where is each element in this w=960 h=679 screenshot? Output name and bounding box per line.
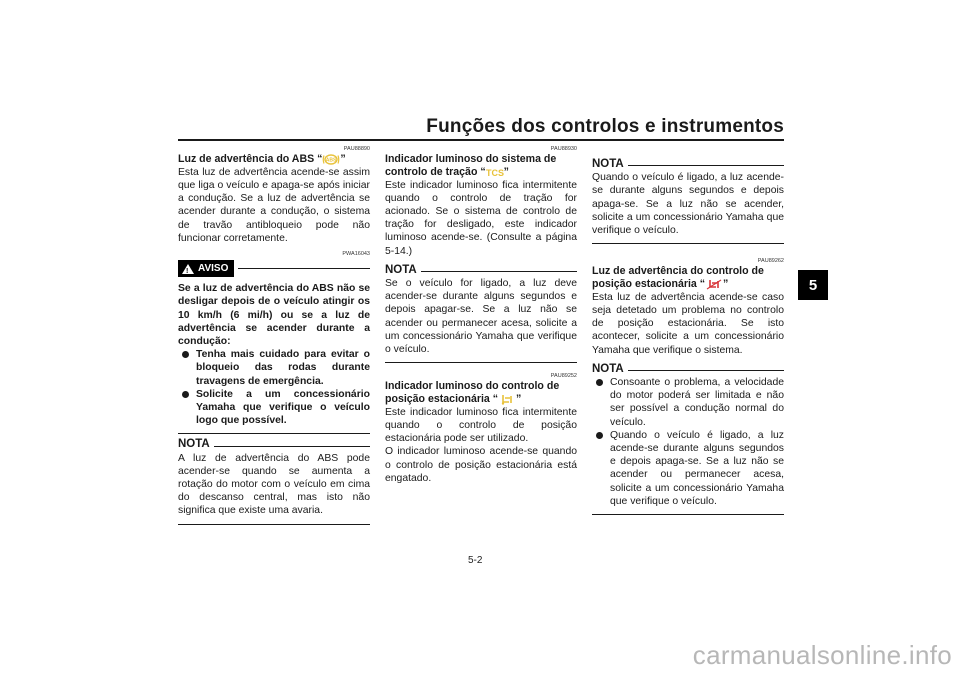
column-1 <box>178 146 370 529</box>
section-divider <box>178 433 370 434</box>
abs-warning-heading <box>178 153 370 166</box>
list-item: Tenha mais cuidado para evitar o bloqueio das rodas durante travagens de emergência. <box>178 348 370 388</box>
nota-label: NOTA <box>178 438 210 451</box>
section-code: PAU89262 <box>757 258 784 265</box>
nota-list <box>592 376 784 508</box>
tcs-heading <box>385 153 577 179</box>
heading-text-end: ” <box>503 165 509 178</box>
nota-divider <box>628 165 784 166</box>
heading-text-end: ” <box>516 393 522 406</box>
warning-badge <box>178 260 234 277</box>
stand-control-icon <box>498 394 516 405</box>
heading-text: Luz de advertência do ABS “ <box>178 153 323 165</box>
tcs-body: Este indicador luminoso fica intermitente quando o controlo de tração for acionado. Se o sistema de controlo de tração for desligado, este indicador luminoso acende-se. (Consulte a página 5-14.) <box>385 179 577 257</box>
list-item: Quando o veículo é ligado, a luz acende-se durante alguns segundos e depois apaga-se. Se a luz não se acender ou permanecer acesa, solicite a um concessionário Yamaha que verifique o veículo. <box>592 429 784 508</box>
nota-label: NOTA <box>385 263 417 276</box>
list-item: Solicite a um concessionário Yamaha que verifique o veículo logo que possível. <box>178 388 370 428</box>
section-code: PAU88930 <box>550 146 577 152</box>
nota-text: Se o veículo for ligado, a luz deve acender-se durante alguns segundos e depois apagar-se. Se a luz não se acender ou permanecer acesa, solicite a um concessionário Yamaha que verifique o veículo. <box>385 278 577 356</box>
nota-label: NOTA <box>592 158 624 170</box>
page-title: Funções dos controlos e instrumentos <box>426 116 784 137</box>
svg-text:TCS: TCS <box>485 167 504 178</box>
heading-text: Luz de advertência do controlo de posição estacionária “ <box>592 265 764 291</box>
nota-divider <box>421 271 577 272</box>
abs-warning-body: Esta luz de advertência acende-se assim que liga o veículo e apaga-se após iniciar a condução. Se a luz de advertência se acender durante a condução, o sistema de travão antibloqueio pode não funcionar corretamente. <box>178 166 370 244</box>
section-code: PAU88890 <box>343 146 370 152</box>
column-3 <box>592 146 784 519</box>
chapter-tab: 5 <box>798 270 828 300</box>
tcs-icon <box>486 167 504 178</box>
nota-header <box>385 264 577 277</box>
stand-warning-heading <box>592 265 784 291</box>
stand-indicator-heading <box>385 380 577 406</box>
heading-text: Indicador luminoso do controlo de posição estacionária “ <box>385 380 560 406</box>
header-divider <box>178 139 784 141</box>
nota-divider <box>214 446 370 447</box>
warning-label: AVISO <box>198 263 229 275</box>
nota-end-divider <box>385 362 577 363</box>
abs-icon <box>322 154 340 165</box>
nota-end-divider <box>592 514 784 515</box>
warning-code: PWA16043 <box>342 251 370 258</box>
page-number: 5-2 <box>468 555 483 566</box>
nota-header <box>178 438 370 451</box>
stand-warning-icon <box>705 279 723 290</box>
nota-header <box>592 158 784 171</box>
nota-label: NOTA <box>592 362 624 375</box>
warning-text: Se a luz de advertência do ABS não se desligar depois de o veículo atingir os 10 km/h (6 mi/h) ou se a luz de advertência se acender durante a condução: <box>178 283 370 348</box>
stand-indicator-body: Este indicador luminoso fica intermitente quando o controlo de posição estacionária pode ser utilizado. <box>385 406 577 445</box>
watermark: carmanualsonline.info <box>692 640 952 670</box>
nota-text: Quando o veículo é ligado, a luz acende-se durante alguns segundos e depois apaga-se. Se a luz não se acender, solicite a um concessionário Yamaha que verifique o veículo. <box>592 172 784 237</box>
list-item: Consoante o problema, a velocidade do motor poderá ser limitada e não ser possível a condução normal do veículo. <box>592 376 784 429</box>
nota-end-divider <box>178 524 370 525</box>
nota-text: A luz de advertência do ABS pode acender-se quando se aumenta a rotação do motor com o veículo em cima do descanso central, mas isto não significa que existe uma avaria. <box>178 452 370 517</box>
warning-divider <box>238 268 370 269</box>
nota-divider <box>628 370 784 371</box>
heading-text-end: ” <box>723 278 729 291</box>
stand-warning-body: Esta luz de advertência acende-se caso seja detetado um problema no controlo de posição estacionária. Se isto acontecer, solicite a um concessionário Yamaha que verifique o sistema. <box>592 291 784 356</box>
stand-indicator-body-2: O indicador luminoso acende-se quando o controlo de posição estacionária está engatado. <box>385 446 577 484</box>
heading-text: Indicador luminoso do sistema de controlo de tração “ <box>385 153 557 178</box>
warning-triangle-icon: ! <box>182 264 194 274</box>
warning-list <box>178 348 370 427</box>
column-2 <box>385 146 577 485</box>
nota-end-divider <box>592 243 784 244</box>
svg-text:ABS: ABS <box>326 157 337 164</box>
warning-banner <box>178 260 370 277</box>
heading-text-end: ” <box>340 153 346 165</box>
section-code: PAU89252 <box>550 373 577 380</box>
nota-header <box>592 363 784 376</box>
